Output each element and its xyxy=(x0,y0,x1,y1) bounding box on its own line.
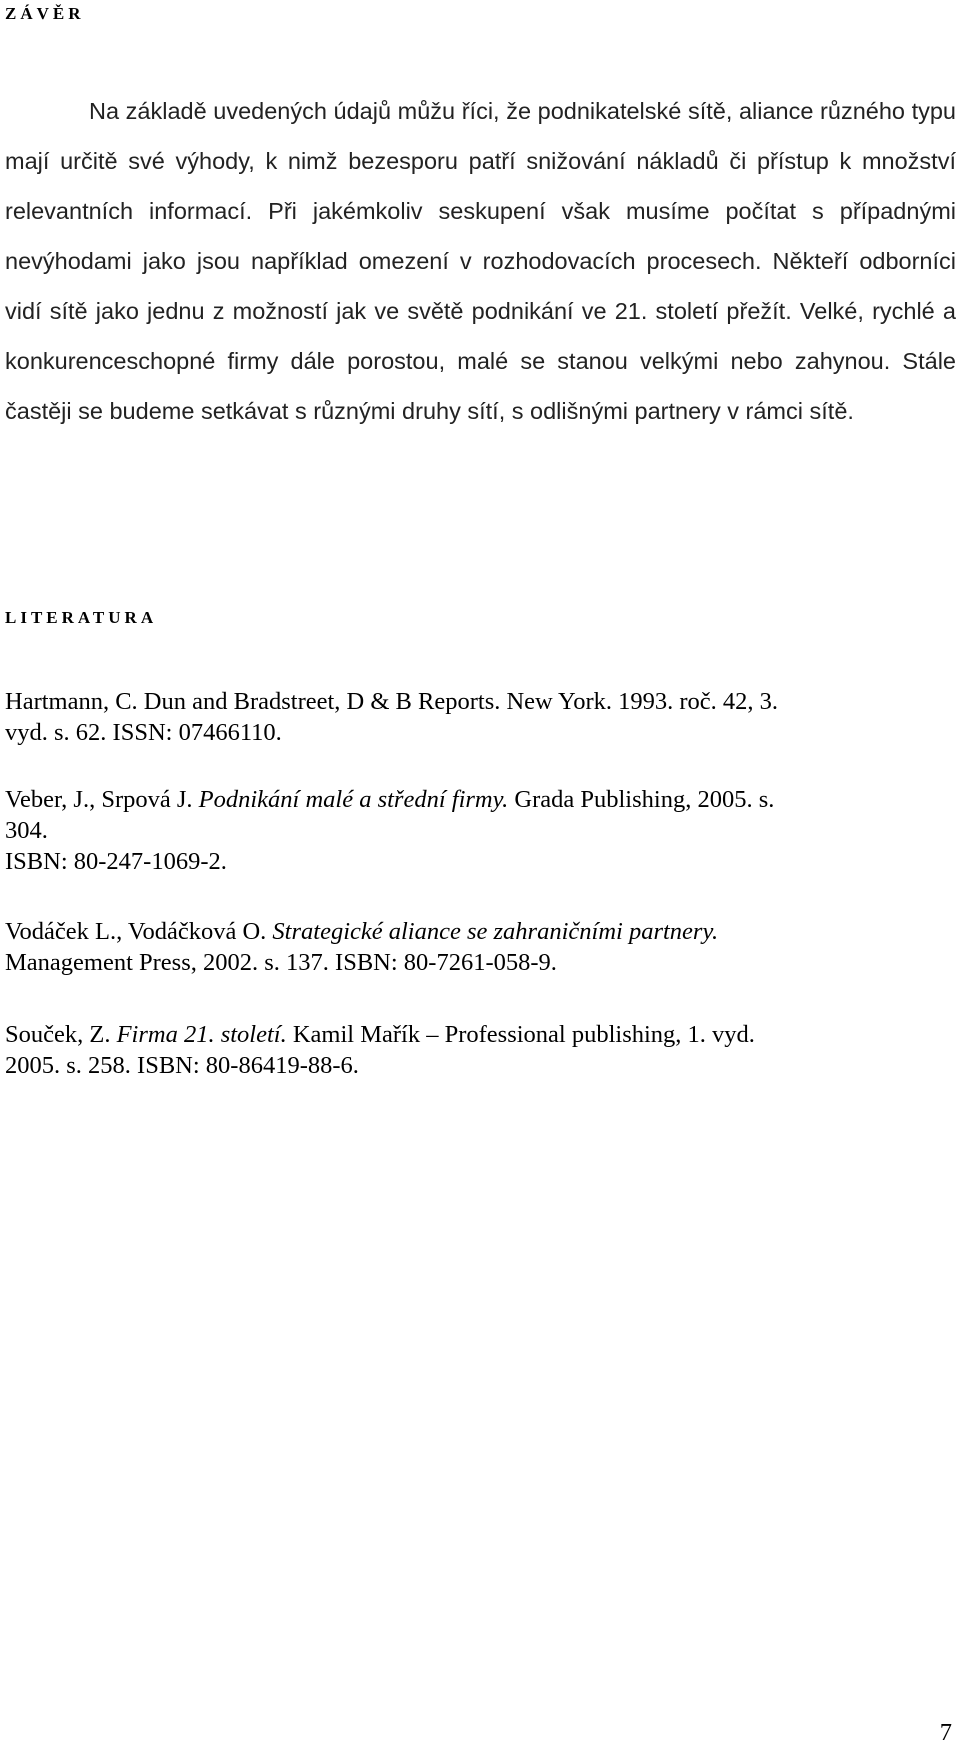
reference-authors: Vodáček L., Vodáčková O. xyxy=(5,918,273,945)
reference-line: vyd. s. 62. ISSN: 07466110. xyxy=(5,719,282,746)
reference-vodacek xyxy=(5,916,945,978)
reference-publisher: Kamil Mařík – Professional publishing, 1. vyd. xyxy=(286,1021,755,1048)
literature-heading: LITERATURA xyxy=(5,608,158,627)
reference-publisher: Grada Publishing, 2005. s. xyxy=(508,786,775,813)
conclusion-paragraph: Na základě uvedených údajů můžu říci, že podnikatelské sítě, aliance různého typu mají určitě své výhody, k nimž bezesporu patří snižování nákladů či přístup k množství relevantních informací. Při jakémkoliv seskupení však musíme počítat s případnými nevýhodami jako jsou například omezení v rozhodovacích procesech. Někteří odborníci vidí sítě jako jednu z možností jak ve světě podnikání ve 21. století přežít. Velké, rychlé a konkurenceschopné firmy dále porostou, malé se stanou velkými nebo zahynou. Stále častěji se budeme setkávat s různými druhy sítí, s odlišnými partnery v rámci sítě. xyxy=(5,98,956,424)
reference-soucek xyxy=(5,1019,945,1081)
reference-title: Podnikání malé a střední firmy. xyxy=(198,786,509,813)
reference-line: 304. xyxy=(5,817,48,844)
reference-hartmann xyxy=(5,686,945,748)
reference-line: 2005. s. 258. ISBN: 80-86419-88-6. xyxy=(5,1052,359,1079)
reference-authors: Veber, J., Srpová J. xyxy=(5,786,199,813)
page-number: 7 xyxy=(939,1719,952,1746)
reference-veber xyxy=(5,784,945,877)
reference-line: ISBN: 80-247-1069-2. xyxy=(5,848,227,875)
reference-title: Firma 21. století. xyxy=(116,1021,287,1048)
conclusion-heading: ZÁVĚR xyxy=(5,4,85,23)
reference-line: Hartmann, C. Dun and Bradstreet, D & B Reports. New York. 1993. roč. 42, 3. xyxy=(5,688,779,715)
reference-line: Management Press, 2002. s. 137. ISBN: 80-7261-058-9. xyxy=(5,949,557,976)
reference-authors: Souček, Z. xyxy=(5,1021,117,1048)
reference-title: Strategické aliance se zahraničními partnery. xyxy=(272,918,719,945)
